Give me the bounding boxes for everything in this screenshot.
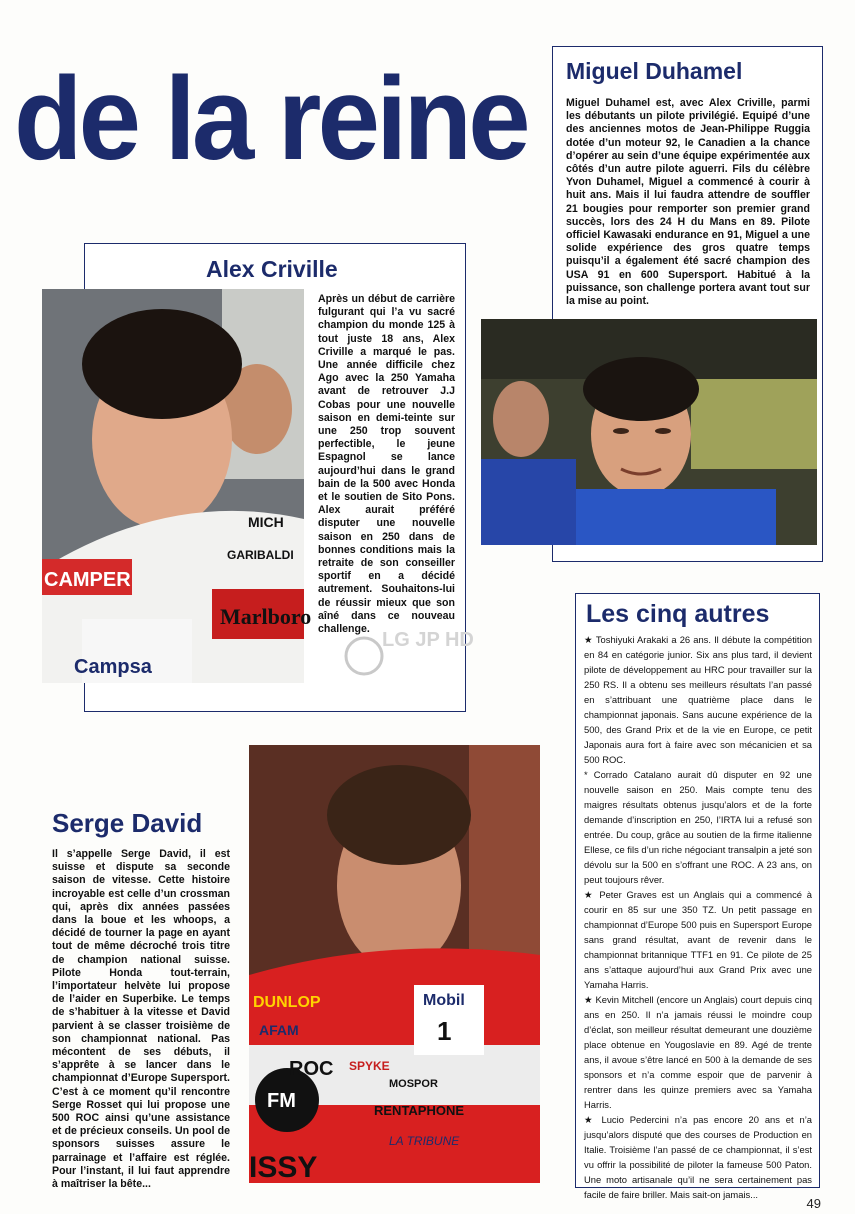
criville-suit-label: CAMPER <box>44 569 131 591</box>
duhamel-title: Miguel Duhamel <box>566 58 743 84</box>
david-suit-label: RENTAPHONE <box>374 1103 465 1118</box>
autres-paragraph-graves: ★ Peter Graves est un Anglais qui a commencé à courir en 85 sur une 350 TZ. Un petit passage en championnat d’Europe 500 puis en Supersport Europe sans grand résultat, avant de revenir dans le championnat britannique TTF1 en 91. Ce pilote de 25 ans s’attaque aujourd’hui aux Grand Prix avec une Yamaha Harris. <box>584 889 812 990</box>
criville-suit-label: MICH <box>248 514 284 530</box>
criville-title: Alex Criville <box>206 256 338 282</box>
watermark-logo <box>342 620 474 700</box>
david-suit-label: MOSPOR <box>389 1078 438 1090</box>
david-suit-label: ISSY <box>249 1151 318 1184</box>
david-suit-label: SPYKE <box>349 1059 390 1073</box>
page-number: 49 <box>806 1196 821 1211</box>
watermark-text: LG JP HD <box>382 629 474 651</box>
criville-photo <box>42 289 312 683</box>
autres-paragraph-arakaki: ★ Toshiyuki Arakaki a 26 ans. Il débute la compétition en 84 en catégorie junior. Six ans plus tard, il devient pilote de développement au HRC pour travailler sur la 250 RS. Il a obtenu ses meilleurs résultats l’an passé en s’attribuant une quatrième place dans le championnat japonais. Sans aucune expérience de la 500, des Grand Prix et de la vie en Europe, ce petit Japonais aura fort à faire avec son mécanicien et sa 500 ROC. <box>584 634 812 765</box>
duhamel-photo <box>481 319 817 545</box>
headline: de la reine <box>14 53 527 185</box>
david-title: Serge David <box>52 808 203 838</box>
criville-suit-label: Marlboro <box>220 604 312 629</box>
david-photo <box>249 745 540 1183</box>
david-suit-label: FM <box>267 1090 296 1112</box>
criville-suit-label: GARIBALDI <box>227 548 294 562</box>
david-suit-label: DUNLOP <box>253 994 321 1011</box>
david-suit-label: 1 <box>437 1016 452 1046</box>
duhamel-text: Miguel Duhamel est, avec Alex Criville, parmi les débutants un pilote privilégié. Equipé d’une des anciennes motos de Jean-Philippe Ruggia dotée d’un moteur 92, le Canadien a la chance d’opérer au sein d’une équipe expérimentée aux côtés d’un autre pilote aguerri. Fils du célèbre Yvon Duhamel, Miguel a commencé à courir à huit ans. Mais il lui faudra attendre de souffler 21 bougies pour remporter son premier grand succès, lors des 24 H du Mans en 89. Pilote officiel Kawasaki endurance en 91, Miguel a une solide expérience des gros quatre temps puisqu’il a également été sacré champion des USA 91 en 600 Supersport. Habitué à la puissance, son challenge portera avant tout sur la mise au point. <box>566 97 810 308</box>
autres-paragraph-mitchell: ★ Kevin Mitchell (encore un Anglais) court depuis cinq ans en 250. Il n’a jamais réussi le moindre coup d’éclat, son meilleur résultat demeurant une douzième place obtenue en Yougoslavie en 89. Agé de trente ans, il avoue s’être lancé en 500 à la demande de ses sponsors et n’a comme espoir que de parvenir à rentrer dans les quinze premiers avec sa Yamaha Harris. <box>584 994 812 1110</box>
criville-suit-label: Campsa <box>74 656 152 678</box>
autres-text <box>584 632 812 1202</box>
autres-title: Les cinq autres <box>586 600 770 628</box>
criville-text: Après un début de carrière fulgurant qui l’a vu sacré champion du monde 125 à tout juste 18 ans, Alex Criville a marqué le pas. Une année difficile chez Ago avec la 250 Yamaha avant de retrouver J.J Cobas pour une nouvelle saison en demi-teinte sur une 250 trop souvent perfectible, le jeune Espagnol se lance aujourd’hui dans le grand bain de la 500 avec Honda et le soutien de Sito Pons. Alex aurait préféré disputer une nouvelle saison en 250 dans de bonnes conditions mais la retraite de son conseiller sportif en a décidé autrement. Souhaitons-lui de réussir mieux que son aîné dans ce nouveau challenge. <box>318 293 455 636</box>
autres-paragraph-pedercini: ★ Lucio Pedercini n’a pas encore 20 ans et n’a jusqu’alors disputé que des courses de Production en Italie. Troisième l’an passé de ce championnat, il s’est vu offrir la possibilité de piloter la fameuse 500 Paton. Une moto artisanale qu’il ne sera certainement pas facile de faire briller. Mais sait-on jamais... <box>584 1114 812 1200</box>
david-suit-label: ROC <box>289 1058 334 1080</box>
autres-paragraph-catalano: * Corrado Catalano aurait dû disputer en 92 une nouvelle saison en 250. Mais compte tenu des maigres résultats obtenus jusqu’alors et de la forte demande d’inscription en 250, l’IRTA lui a refusé son entrée. Du coup, grâce au soutien de la firme italienne Ellese, ce fils d’un riche négociant transalpin a jeté son dévolu sur la 500 en s’offrant une ROC. A 23 ans, on peut toujours rêver. <box>584 769 812 885</box>
david-text: Il s’appelle Serge David, il est suisse et dispute sa seconde saison de vitesse. Cette histoire incroyable est celle d’un crossman qui, après dix années passées dans la boue et les whoops, a décidé de tourner la page en ayant tout de même décroché trois titre de champion national suisse. Pilote Honda tout-terrain, l’importateur helvète lui propose de l’aider en Superbike. Le temps de s’habituer à la vitesse et David parvient à se classer troisième de son championnat national. Pas mécontent de ses débuts, il s’apprête à se lancer dans le championnat d’Europe Supersport. C’est à ce moment qu’il rencontre Serge Rosset qui lui propose une 500 ROC ainsi qu’une assistance et de précieux conseils. Un pool de sponsors suisses assure le parrainage et l’affaire est réglée. Pour l’instant, il lui faut apprendre à maîtriser la bête... <box>52 848 230 1191</box>
david-suit-label: Mobil <box>423 992 465 1009</box>
david-suit-label: AFAM <box>259 1022 299 1038</box>
david-suit-label: LA TRIBUNE <box>389 1134 460 1148</box>
